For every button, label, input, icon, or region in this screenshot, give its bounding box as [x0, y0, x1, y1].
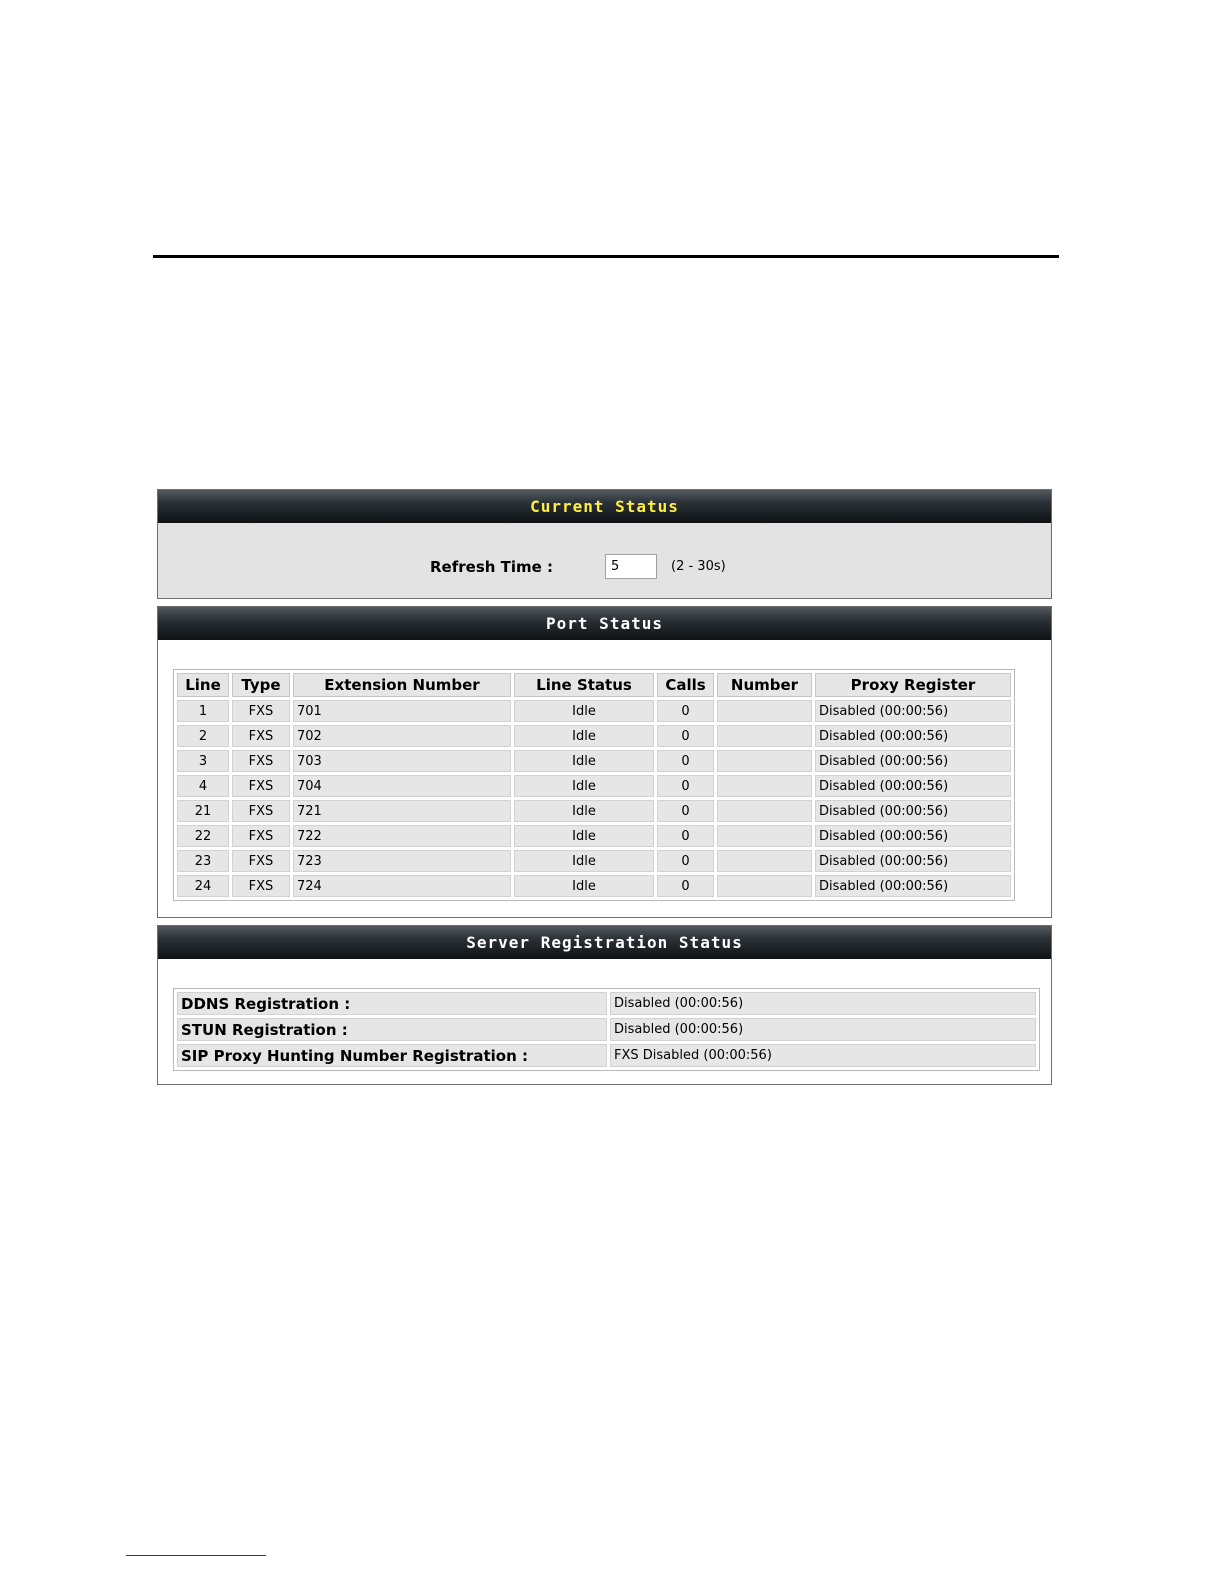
server-registration-title: Server Registration Status	[158, 926, 1051, 959]
cell-type: FXS	[232, 800, 290, 822]
footnote-divider	[126, 1555, 266, 1556]
cell-line: 1	[177, 700, 229, 722]
table-row	[177, 1044, 1036, 1067]
header-divider	[153, 255, 1059, 258]
cell-number	[717, 700, 812, 722]
cell-extension: 703	[293, 750, 511, 772]
cell-line: 23	[177, 850, 229, 872]
server-registration-panel	[157, 925, 1052, 1085]
cell-proxy-register: Disabled (00:00:56)	[815, 750, 1011, 772]
port-status-title: Port Status	[158, 607, 1051, 640]
cell-extension: 721	[293, 800, 511, 822]
table-row	[177, 750, 1011, 772]
table-row	[177, 800, 1011, 822]
col-header-line-status: Line Status	[514, 673, 654, 697]
reg-label-sip-proxy-hunting: SIP Proxy Hunting Number Registration :	[177, 1044, 607, 1067]
cell-number	[717, 725, 812, 747]
cell-calls: 0	[657, 825, 714, 847]
cell-line-status: Idle	[514, 825, 654, 847]
cell-proxy-register: Disabled (00:00:56)	[815, 700, 1011, 722]
reg-label-ddns: DDNS Registration :	[177, 992, 607, 1015]
cell-line-status: Idle	[514, 800, 654, 822]
cell-extension: 723	[293, 850, 511, 872]
cell-proxy-register: Disabled (00:00:56)	[815, 725, 1011, 747]
cell-number	[717, 875, 812, 897]
cell-calls: 0	[657, 875, 714, 897]
cell-type: FXS	[232, 775, 290, 797]
cell-line-status: Idle	[514, 725, 654, 747]
reg-label-stun: STUN Registration :	[177, 1018, 607, 1041]
table-row	[177, 850, 1011, 872]
cell-line: 4	[177, 775, 229, 797]
cell-type: FXS	[232, 850, 290, 872]
table-row	[177, 725, 1011, 747]
table-row	[177, 992, 1036, 1015]
current-status-title: Current Status	[158, 490, 1051, 523]
cell-calls: 0	[657, 800, 714, 822]
port-status-panel	[157, 606, 1052, 918]
port-status-header-row	[177, 673, 1011, 697]
cell-line: 2	[177, 725, 229, 747]
cell-proxy-register: Disabled (00:00:56)	[815, 825, 1011, 847]
cell-calls: 0	[657, 850, 714, 872]
server-registration-table	[173, 988, 1040, 1071]
cell-proxy-register: Disabled (00:00:56)	[815, 850, 1011, 872]
cell-number	[717, 750, 812, 772]
current-status-body	[158, 523, 1051, 598]
reg-value-sip-proxy-hunting: FXS Disabled (00:00:56)	[610, 1044, 1036, 1067]
col-header-line: Line	[177, 673, 229, 697]
cell-calls: 0	[657, 775, 714, 797]
refresh-time-hint: (2 - 30s)	[671, 559, 726, 574]
col-header-calls: Calls	[657, 673, 714, 697]
port-status-table	[173, 669, 1015, 901]
reg-value-ddns: Disabled (00:00:56)	[610, 992, 1036, 1015]
cell-extension: 722	[293, 825, 511, 847]
cell-line-status: Idle	[514, 700, 654, 722]
cell-extension: 702	[293, 725, 511, 747]
cell-proxy-register: Disabled (00:00:56)	[815, 775, 1011, 797]
cell-line: 22	[177, 825, 229, 847]
cell-extension: 724	[293, 875, 511, 897]
cell-line: 3	[177, 750, 229, 772]
table-row	[177, 825, 1011, 847]
table-row	[177, 700, 1011, 722]
refresh-time-input[interactable]	[605, 554, 657, 579]
cell-type: FXS	[232, 875, 290, 897]
table-row	[177, 775, 1011, 797]
cell-extension: 701	[293, 700, 511, 722]
cell-line: 21	[177, 800, 229, 822]
cell-calls: 0	[657, 725, 714, 747]
cell-type: FXS	[232, 750, 290, 772]
cell-number	[717, 850, 812, 872]
cell-line-status: Idle	[514, 875, 654, 897]
current-status-panel	[157, 489, 1052, 599]
cell-type: FXS	[232, 725, 290, 747]
col-header-proxy-register: Proxy Register	[815, 673, 1011, 697]
server-registration-table-wrap	[173, 988, 1040, 1071]
cell-line-status: Idle	[514, 750, 654, 772]
cell-line-status: Idle	[514, 850, 654, 872]
cell-calls: 0	[657, 750, 714, 772]
cell-line: 24	[177, 875, 229, 897]
table-row	[177, 1018, 1036, 1041]
cell-number	[717, 825, 812, 847]
cell-number	[717, 775, 812, 797]
cell-number	[717, 800, 812, 822]
col-header-type: Type	[232, 673, 290, 697]
cell-line-status: Idle	[514, 775, 654, 797]
cell-type: FXS	[232, 825, 290, 847]
cell-extension: 704	[293, 775, 511, 797]
cell-proxy-register: Disabled (00:00:56)	[815, 800, 1011, 822]
table-row	[177, 875, 1011, 897]
col-header-extension-number: Extension Number	[293, 673, 511, 697]
port-status-table-wrap	[173, 669, 1015, 901]
reg-value-stun: Disabled (00:00:56)	[610, 1018, 1036, 1041]
refresh-time-label: Refresh Time :	[430, 558, 554, 576]
cell-calls: 0	[657, 700, 714, 722]
cell-proxy-register: Disabled (00:00:56)	[815, 875, 1011, 897]
cell-type: FXS	[232, 700, 290, 722]
col-header-number: Number	[717, 673, 812, 697]
